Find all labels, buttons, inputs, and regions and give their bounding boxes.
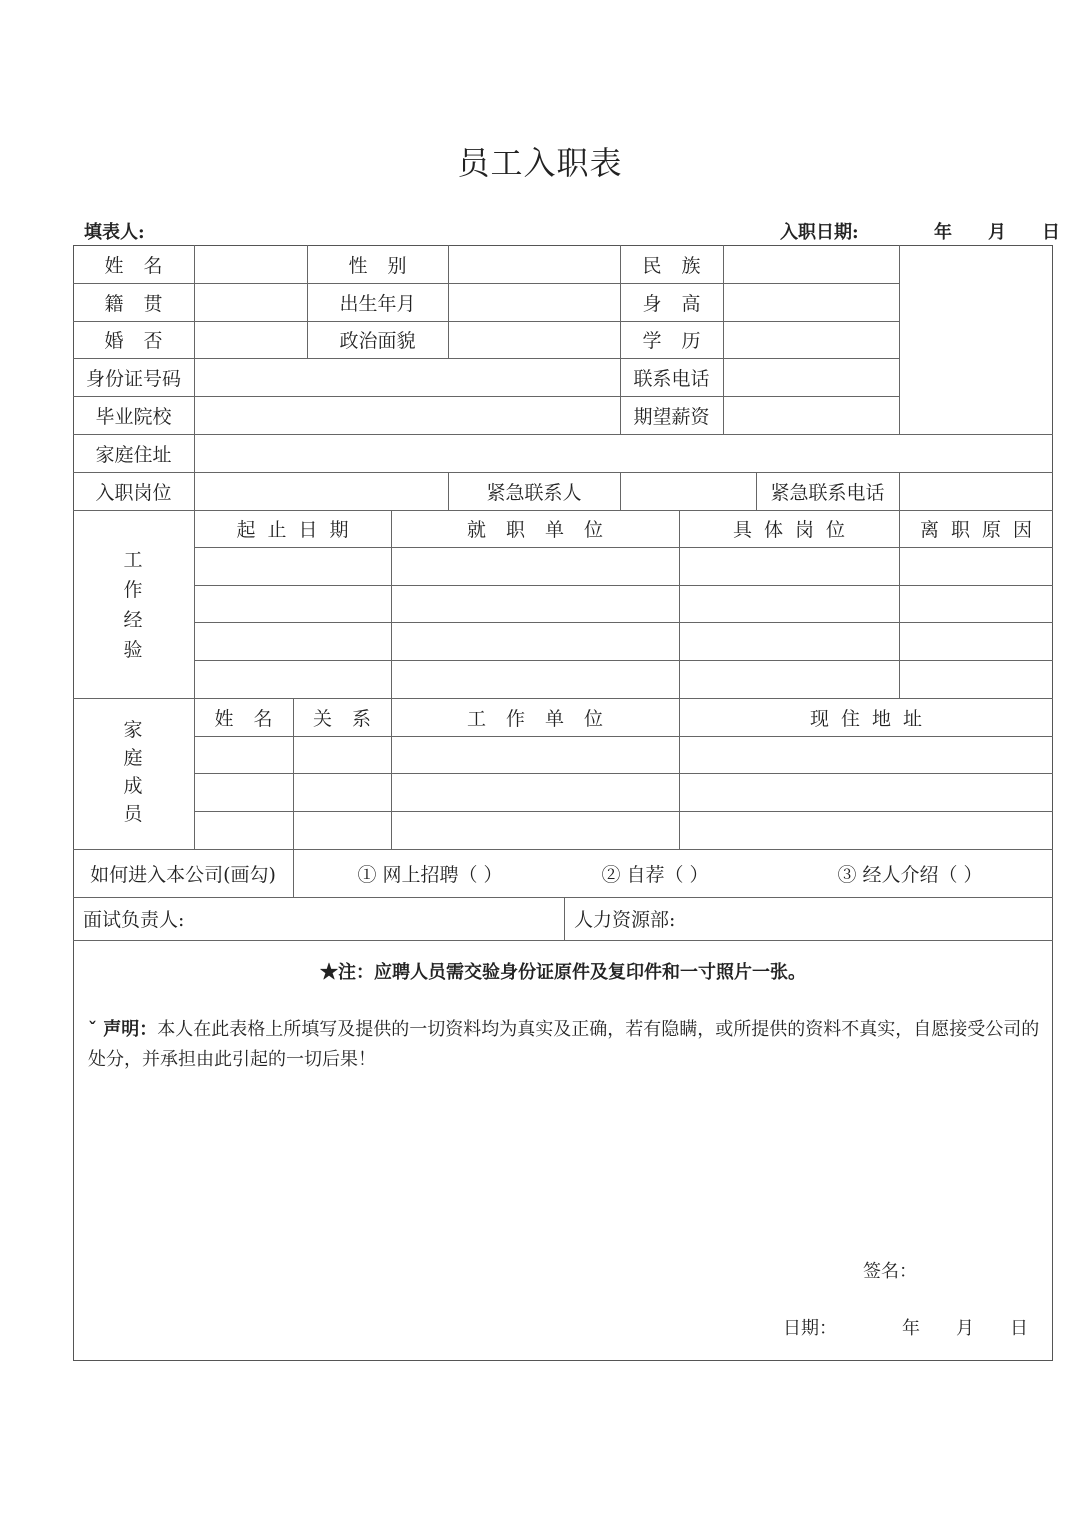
sign-date-label: 日期： [783, 1318, 837, 1339]
work-row-4-job[interactable] [680, 661, 899, 698]
political-label: 政治面貌 [339, 330, 416, 352]
native-place-label: 籍贯 [104, 292, 183, 315]
note-text: ★注：应聘人员需交验身份证原件及复印件和一寸照片一张。 [320, 962, 806, 983]
salary-field[interactable] [724, 397, 899, 434]
address-label: 家庭住址 [95, 443, 172, 466]
family-section-label: 家 庭 成 员 [123, 719, 143, 825]
work-col-reason: 离职原因 [919, 519, 1044, 541]
work-row-2-job[interactable] [680, 586, 899, 622]
native-place-field[interactable] [195, 284, 307, 321]
family-row-1-relation[interactable] [294, 737, 391, 773]
declaration-mark: ˇ [88, 1019, 104, 1040]
emergency-contact-field[interactable] [621, 473, 756, 510]
ethnicity-label: 民族 [642, 254, 721, 277]
birth-field[interactable] [449, 284, 620, 321]
work-col-dates: 起止日期 [236, 519, 361, 541]
gender-label: 性别 [348, 254, 427, 277]
marital-field[interactable] [195, 322, 307, 358]
work-row-4-reason[interactable] [900, 661, 1052, 698]
education-field[interactable] [724, 322, 899, 358]
ethnicity-field[interactable] [724, 246, 899, 283]
family-col-employer: 工作单位 [466, 707, 623, 730]
work-row-3-job[interactable] [680, 623, 899, 660]
work-col-employer: 就职单位 [466, 519, 623, 541]
family-row-1-address[interactable] [680, 737, 1052, 773]
declaration-text: 本人在此表格上所填写及提供的一切资料均为真实及正确，若有隐瞒，或所提供的资料不真实，自愿接受公司的处分，并承担由此引起的一切后果！ [88, 1019, 1040, 1070]
entry-date-units: 年 月 日 [934, 222, 1060, 243]
work-row-1-employer[interactable] [392, 548, 679, 585]
name-label: 姓名 [104, 254, 183, 277]
family-row-3-address[interactable] [680, 812, 1052, 849]
source-option-online[interactable]: ① 网上招聘（ ） [357, 863, 503, 886]
family-col-address: 现住地址 [809, 707, 934, 730]
source-label: 如何进入本公司(画勾) [90, 863, 276, 886]
school-label: 毕业院校 [95, 405, 172, 428]
signature-label: 签名： [863, 1261, 917, 1282]
entry-date-label: 入职日期: [780, 222, 859, 243]
height-field[interactable] [724, 284, 899, 321]
entry-date [780, 218, 1060, 244]
emergency-phone-field[interactable] [900, 473, 1052, 510]
work-row-4-employer[interactable] [392, 661, 679, 698]
phone-label: 联系电话 [633, 367, 710, 390]
filler-label: 填表人: [84, 222, 145, 243]
political-field[interactable] [449, 322, 620, 358]
work-row-4-dates[interactable] [195, 661, 391, 698]
family-row-3-name[interactable] [195, 812, 293, 849]
gender-field[interactable] [449, 246, 620, 283]
position-field[interactable] [195, 473, 448, 510]
school-field[interactable] [195, 397, 620, 434]
emergency-contact-label: 紧急联系人 [486, 481, 582, 504]
family-row-2-name[interactable] [195, 774, 293, 811]
name-field[interactable] [195, 246, 307, 283]
work-row-3-dates[interactable] [195, 623, 391, 660]
family-row-1-name[interactable] [195, 737, 293, 773]
marital-label: 婚否 [104, 330, 183, 352]
education-label: 学历 [642, 330, 721, 352]
family-row-3-relation[interactable] [294, 812, 391, 849]
family-row-2-address[interactable] [680, 774, 1052, 811]
work-row-1-dates[interactable] [195, 548, 391, 585]
emergency-phone-label: 紧急联系电话 [770, 481, 885, 504]
work-row-3-employer[interactable] [392, 623, 679, 660]
source-option-referral[interactable]: ③ 经人介绍（ ） [837, 863, 983, 886]
height-label: 身高 [642, 292, 721, 315]
work-row-1-reason[interactable] [900, 548, 1052, 585]
declaration [88, 1015, 1043, 1075]
id-number-label: 身份证号码 [85, 367, 181, 390]
work-row-2-dates[interactable] [195, 586, 391, 622]
phone-field[interactable] [724, 359, 899, 396]
salary-label: 期望薪资 [633, 405, 710, 428]
interviewer-label: 面试负责人: [83, 909, 185, 931]
sign-date-units: 年 月 日 [902, 1318, 1028, 1339]
family-col-name: 姓名 [214, 707, 293, 730]
birth-label: 出生年月 [339, 292, 416, 315]
work-section-label: 工 作 经 验 [123, 549, 143, 661]
source-option-self[interactable]: ② 自荐（ ） [601, 863, 709, 886]
id-number-field[interactable] [195, 359, 620, 396]
family-row-2-employer[interactable] [392, 774, 679, 811]
work-row-3-reason[interactable] [900, 623, 1052, 660]
photo-area[interactable] [900, 246, 1052, 434]
work-row-2-reason[interactable] [900, 586, 1052, 622]
position-label: 入职岗位 [95, 481, 172, 504]
family-row-1-employer[interactable] [392, 737, 679, 773]
family-row-3-employer[interactable] [392, 812, 679, 849]
work-col-job: 具体岗位 [732, 519, 857, 541]
form-title: 员工入职表 [457, 144, 623, 182]
address-field[interactable] [195, 435, 1052, 472]
work-row-2-employer[interactable] [392, 586, 679, 622]
work-row-1-job[interactable] [680, 548, 899, 585]
hr-label: 人力资源部: [574, 909, 676, 931]
family-col-relation: 关系 [313, 707, 392, 730]
family-row-2-relation[interactable] [294, 774, 391, 811]
declaration-label: 声明： [103, 1019, 158, 1040]
